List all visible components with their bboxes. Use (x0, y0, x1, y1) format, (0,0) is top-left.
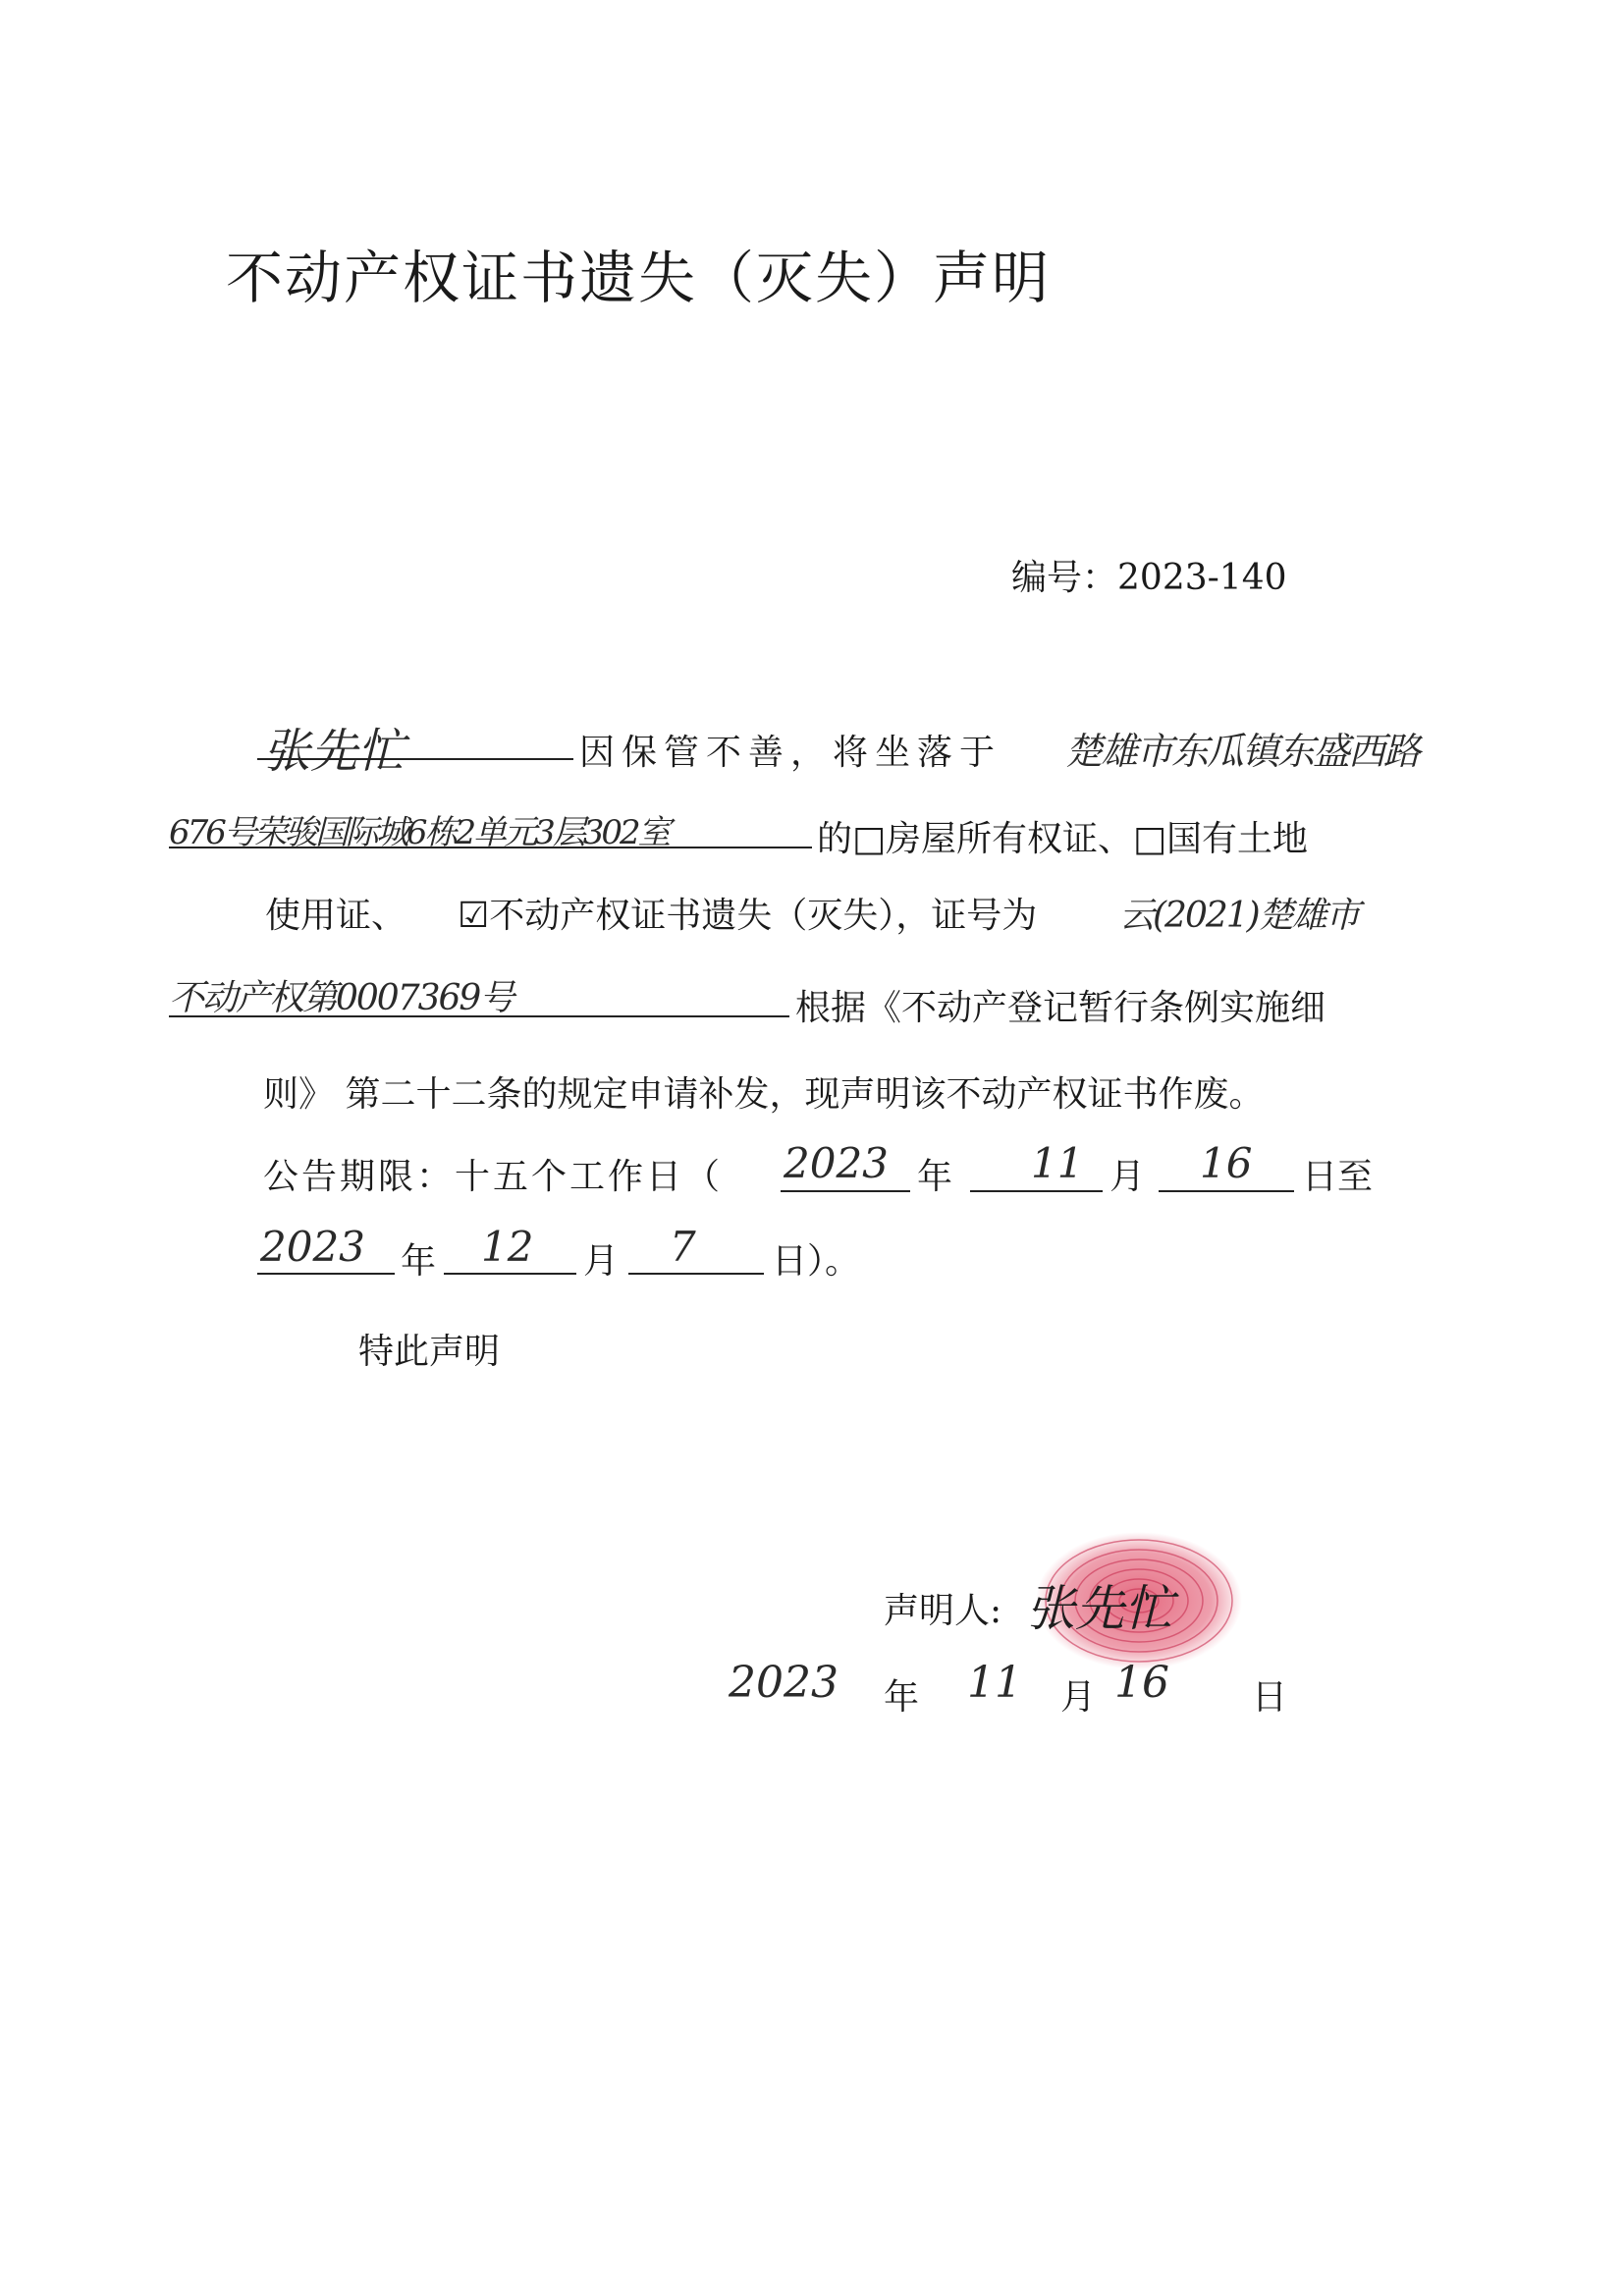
reason-text: 因保管不善，将坐落于 (579, 733, 1002, 773)
address-handwritten-2: 676号荣骏国际城6栋2单元3层302室 (169, 813, 669, 852)
document-number-label: 编号： (1011, 558, 1118, 598)
start-month-handwritten: 11 (1031, 1139, 1084, 1187)
start-year-handwritten: 2023 (784, 1139, 889, 1187)
sign-month-handwritten: 11 (967, 1658, 1022, 1708)
start-day-underline (1159, 1190, 1294, 1192)
declarant-label: 声明人: (884, 1591, 1002, 1631)
certificate-number-handwritten-1: 云(2021)楚雄市 (1119, 896, 1359, 936)
notice-period-label: 公告期限：十五个工作日（ (263, 1157, 724, 1197)
start-year-underline (781, 1190, 910, 1192)
start-day-handwritten: 16 (1200, 1139, 1253, 1187)
sign-day-unit: 日 (1252, 1677, 1288, 1718)
line3-prefix: 使用证、 (265, 896, 407, 936)
end-year-unit: 年 (401, 1241, 437, 1282)
void-statement: 则》 第二十二条的规定申请补发，现声明该不动产权证书作废。 (263, 1074, 1265, 1115)
certificate-underline (169, 1015, 789, 1017)
end-day-unit: 日）。 (772, 1241, 861, 1282)
end-year-underline (257, 1273, 395, 1275)
regulation-text: 根据《不动产登记暂行条例实施细 (795, 988, 1326, 1028)
sign-day-handwritten: 16 (1114, 1658, 1169, 1708)
sign-year-handwritten: 2023 (729, 1658, 839, 1708)
closing-text: 特此声明 (358, 1332, 501, 1372)
end-month-unit: 月 (583, 1241, 620, 1282)
property-types-text: 的□房屋所有权证、□国有土地 (817, 819, 1309, 859)
end-month-underline (444, 1273, 576, 1275)
certificate-number-handwritten-2: 不动产权第0007369号 (169, 978, 514, 1018)
start-month-unit: 月 (1109, 1157, 1146, 1197)
end-day-underline (628, 1273, 764, 1275)
address-handwritten-1: 楚雄市东瓜镇东盛西路 (1065, 730, 1420, 773)
checked-certificate-text: ☑不动产权证书遗失（灭失），证号为 (458, 896, 1038, 936)
sign-year-unit: 年 (884, 1677, 920, 1718)
address-underline (169, 847, 812, 848)
declarant-signature: 张先忙 (1026, 1580, 1173, 1637)
document-number-value: 2023-140 (1117, 558, 1287, 598)
end-month-handwritten: 12 (481, 1223, 534, 1271)
end-year-handwritten: 2023 (260, 1223, 365, 1271)
owner-underline (257, 758, 573, 760)
end-day-handwritten: 7 (670, 1223, 696, 1271)
owner-name-handwritten: 张先忙 (263, 724, 406, 779)
start-month-underline (970, 1190, 1103, 1192)
document-number (1011, 550, 1287, 600)
start-day-unit: 日至 (1302, 1157, 1374, 1197)
document-title: 不动产权证书遗失（灭失）声明 (225, 245, 1051, 311)
start-year-unit: 年 (917, 1157, 953, 1197)
sign-month-unit: 月 (1060, 1677, 1097, 1718)
